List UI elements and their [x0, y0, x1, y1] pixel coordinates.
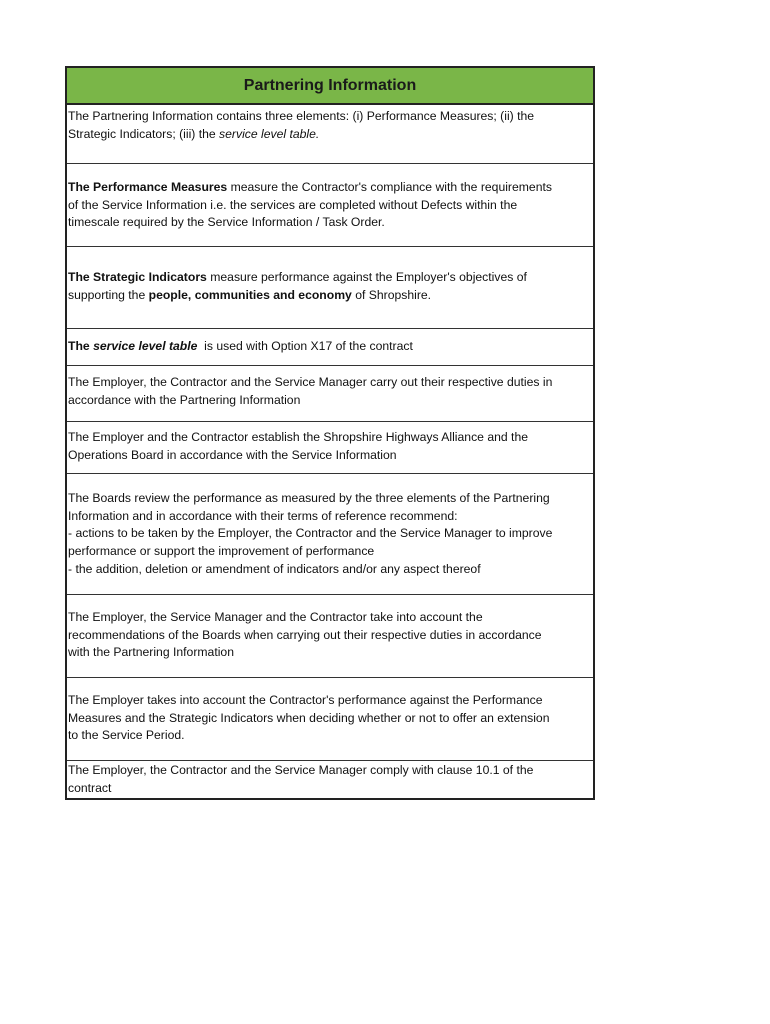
row-text-bold: The Strategic Indicators: [68, 270, 207, 284]
row-text: to the Service Period.: [68, 728, 185, 743]
row-text: The Employer, the Contractor and the Service Manager comply with clause 10.1 of the: [68, 763, 534, 777]
table-row: [67, 105, 593, 164]
row-text: measure the Contractor's compliance with the requirements: [227, 180, 552, 194]
row-text: performance or support the improvement of performance: [68, 544, 375, 559]
row-text-italic: service level table.: [219, 126, 320, 141]
partnering-information-table: [65, 66, 595, 800]
row-text-bold-italic: service level table: [93, 339, 198, 353]
row-text: Measures and the Strategic Indicators when deciding whether or not to offer an extension: [68, 710, 550, 725]
row-text: Operations Board in accordance with the Service Information: [68, 447, 397, 462]
row-text: The Employer, the Contractor and the Service Manager carry out their respective duties in: [68, 375, 553, 389]
row-text: - the addition, deletion or amendment of indicators and/or any aspect thereof: [68, 561, 481, 576]
row-text: with the Partnering Information: [68, 645, 234, 660]
table-row: [67, 329, 593, 366]
table-row: [67, 474, 593, 595]
row-text: Strategic Indicators; (iii) the: [68, 126, 220, 141]
table-title: Partnering Information: [67, 68, 593, 105]
table-row: [67, 164, 593, 247]
row-text: timescale required by the Service Information / Task Order.: [68, 215, 385, 230]
row-text-bold: The Performance Measures: [68, 180, 228, 194]
row-text-bold: The: [68, 339, 94, 353]
row-text: Information and in accordance with their terms of reference recommend:: [68, 508, 458, 523]
row-text: is used with Option X17 of the contract: [197, 339, 413, 353]
row-text-bold: people, communities and economy: [148, 287, 352, 302]
row-text: The Employer, the Service Manager and the Contractor take into account the: [68, 610, 483, 624]
row-text: contract: [68, 780, 112, 795]
row-text: - actions to be taken by the Employer, the Contractor and the Service Manager to improve: [68, 526, 553, 541]
table-row: [67, 761, 593, 798]
table-row: [67, 366, 593, 422]
row-text: recommendations of the Boards when carrying out their respective duties in accordance: [68, 627, 542, 642]
table-row: [67, 595, 593, 678]
row-text: The Boards review the performance as measured by the three elements of the Partnering: [68, 491, 550, 505]
row-text: accordance with the Partnering Information: [68, 392, 301, 407]
row-text: of Shropshire.: [351, 287, 432, 302]
row-text: The Employer and the Contractor establish the Shropshire Highways Alliance and the: [68, 430, 528, 444]
row-text: measure performance against the Employer's objectives of: [206, 270, 527, 284]
row-text: supporting the: [68, 287, 149, 302]
table-row: [67, 247, 593, 329]
row-text: The Employer takes into account the Contractor's performance against the Performance: [68, 693, 543, 707]
table-row: [67, 678, 593, 761]
row-text: The Partnering Information contains three elements: (i) Performance Measures; (ii) the: [68, 109, 535, 123]
table-row: [67, 422, 593, 474]
row-text: of the Service Information i.e. the services are completed without Defects within the: [68, 197, 518, 212]
